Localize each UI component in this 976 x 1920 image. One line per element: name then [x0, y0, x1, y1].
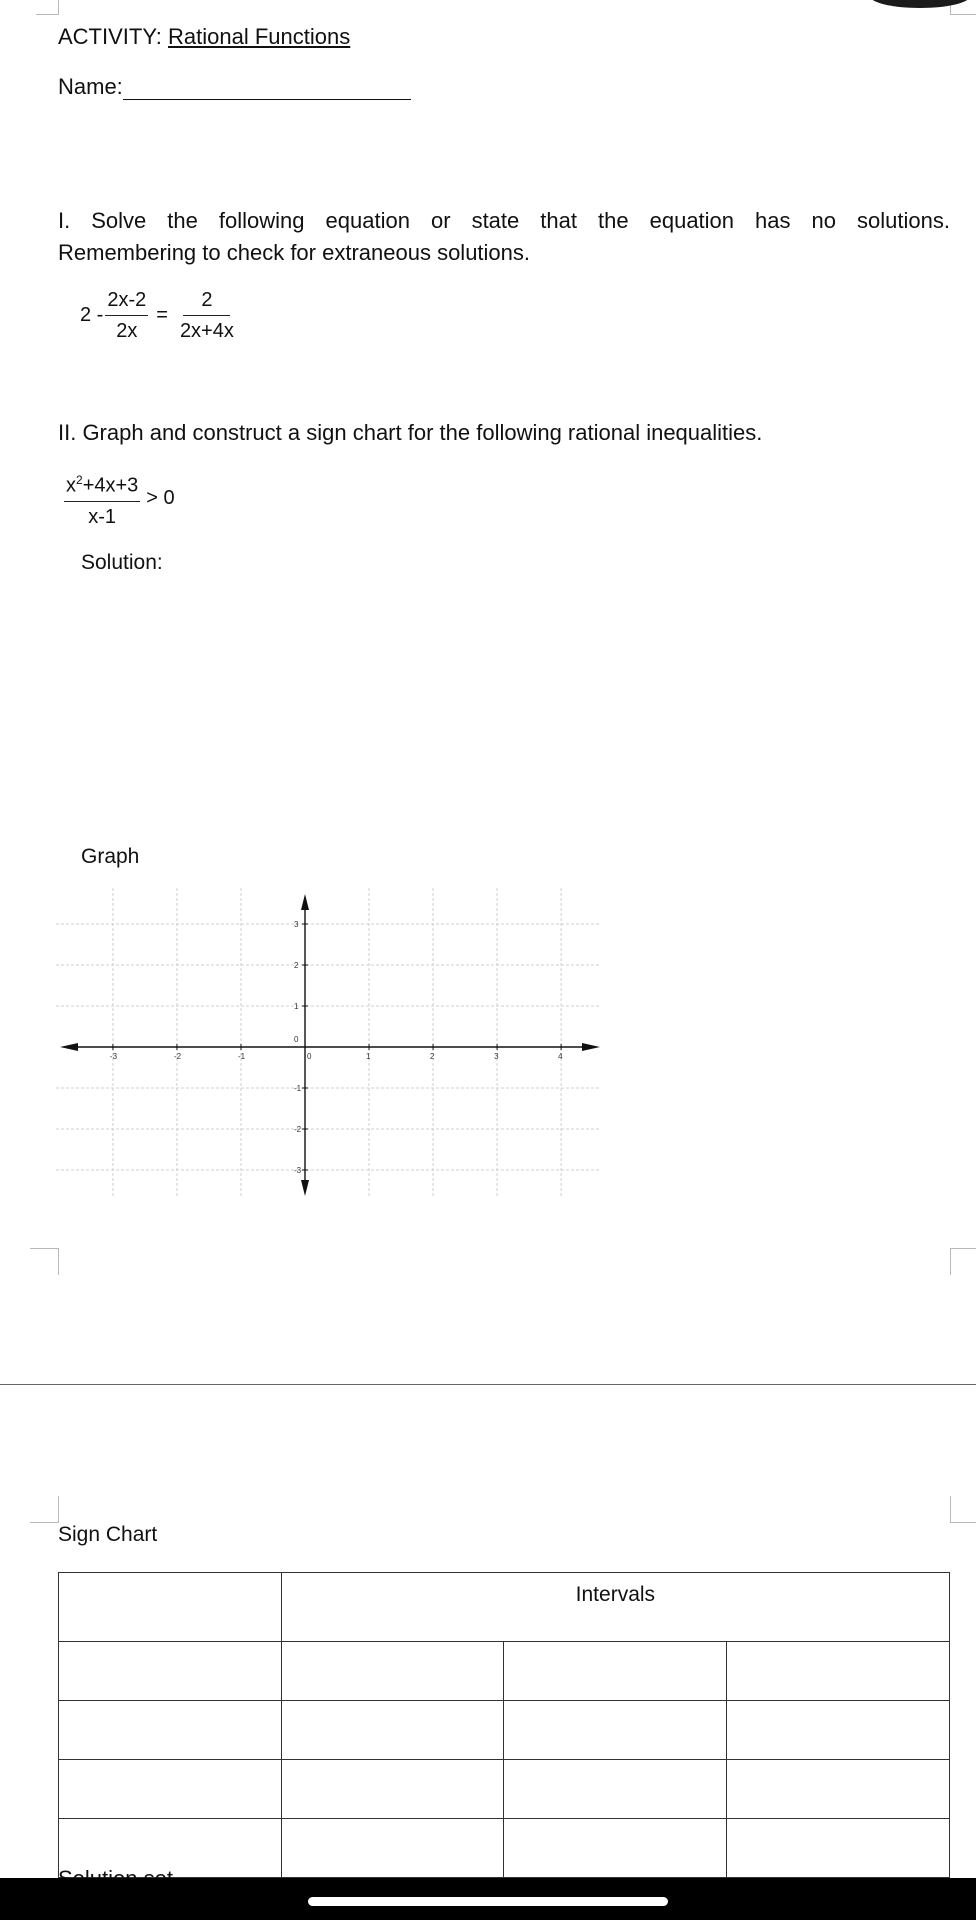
table-row [59, 1760, 950, 1819]
page-corner-mark [950, 1248, 976, 1275]
coordinate-graph[interactable] [56, 888, 606, 1204]
y-tick-label: -3 [294, 1166, 302, 1175]
inequality-numerator [64, 468, 140, 502]
equation [80, 288, 236, 343]
x-tick-label: 2 [430, 1052, 435, 1061]
table-cell[interactable] [504, 1701, 727, 1760]
activity-title [58, 24, 350, 50]
name-line [58, 74, 411, 100]
x-tick-label: 3 [494, 1052, 499, 1061]
home-indicator[interactable] [308, 1897, 668, 1906]
table-row [59, 1701, 950, 1760]
table-cell[interactable] [59, 1642, 282, 1701]
y-tick-label: 3 [294, 920, 299, 929]
x-tick-label: 0 [307, 1052, 312, 1061]
activity-prefix: ACTIVITY: [58, 24, 169, 49]
y-axis-down-arrow [301, 1180, 309, 1196]
page-corner-mark [30, 1496, 59, 1523]
part1-instruction-line2: Remembering to check for extraneous solutions. [58, 240, 531, 265]
y-tick-label: 0 [294, 1035, 299, 1044]
table-cell[interactable] [727, 1701, 950, 1760]
fraction-2-denominator: 2x+4x [179, 320, 234, 342]
sign-chart-label: Sign Chart [58, 1523, 158, 1546]
name-label: Name: [58, 74, 123, 99]
x-axis-right-arrow [582, 1043, 600, 1051]
x-tick-labels [110, 1052, 563, 1061]
intervals-header: Intervals [281, 1573, 949, 1642]
y-axis-up-arrow [301, 894, 309, 910]
y-tick-label: -1 [294, 1084, 302, 1093]
fraction-2 [178, 288, 236, 343]
table-cell[interactable] [504, 1819, 727, 1878]
table-cell[interactable] [504, 1760, 727, 1819]
table-row [59, 1573, 950, 1642]
table-cell[interactable] [504, 1642, 727, 1701]
fraction-2-numerator: 2 [183, 288, 230, 316]
graph-grid [56, 888, 601, 1198]
y-tick-label: 1 [294, 1002, 299, 1011]
fraction-1-denominator: 2x [116, 320, 138, 342]
graph-axes [60, 894, 600, 1196]
activity-topic: Rational Functions [168, 24, 351, 49]
x-tick-label: -1 [237, 1052, 246, 1061]
fraction-1 [105, 288, 148, 343]
x-tick-label: -2 [173, 1052, 182, 1061]
numerator-rest: +4x+3 [82, 474, 139, 497]
graph-label: Graph [81, 845, 140, 868]
equals-sign: = [156, 304, 168, 326]
x-tick-label: 1 [366, 1052, 371, 1061]
numerator-exponent: 2 [76, 473, 83, 487]
table-cell[interactable] [281, 1642, 504, 1701]
table-row [59, 1642, 950, 1701]
table-cell[interactable] [281, 1819, 504, 1878]
solution-label: Solution: [81, 551, 163, 574]
numerator-base: x [66, 474, 76, 497]
x-axis-left-arrow [60, 1043, 78, 1051]
table-cell[interactable] [727, 1760, 950, 1819]
table-cell[interactable] [59, 1701, 282, 1760]
table-cell[interactable] [727, 1819, 950, 1878]
x-tick-label: -3 [109, 1052, 118, 1061]
inequality-sign: > 0 [146, 486, 175, 509]
table-cell[interactable] [59, 1760, 282, 1819]
page-corner-mark [30, 1248, 59, 1275]
inequality-fraction [64, 468, 140, 529]
part2-instruction: II. Graph and construct a sign chart for the following rational inequalities. [58, 420, 763, 445]
fraction-1-numerator: 2x-2 [105, 288, 148, 316]
table-row [59, 1819, 950, 1878]
sign-chart-table [58, 1572, 950, 1878]
page-corner-mark [36, 0, 59, 15]
x-tick-label: 4 [558, 1052, 563, 1061]
table-cell[interactable] [727, 1642, 950, 1701]
lead-term: 2 - [80, 304, 104, 326]
table-cell[interactable] [281, 1760, 504, 1819]
page-corner-mark [950, 1496, 976, 1523]
table-cell[interactable] [281, 1701, 504, 1760]
part1-instruction-line1: I. Solve the following equation or state that the equation has no solutions. [58, 208, 950, 233]
page-separator [0, 1384, 976, 1385]
y-tick-label: 2 [294, 961, 299, 970]
y-tick-label: -2 [294, 1125, 302, 1134]
inequality-denominator: x-1 [88, 505, 117, 528]
table-cell[interactable] [59, 1573, 282, 1642]
inequality [64, 468, 175, 529]
name-field[interactable] [123, 77, 411, 100]
